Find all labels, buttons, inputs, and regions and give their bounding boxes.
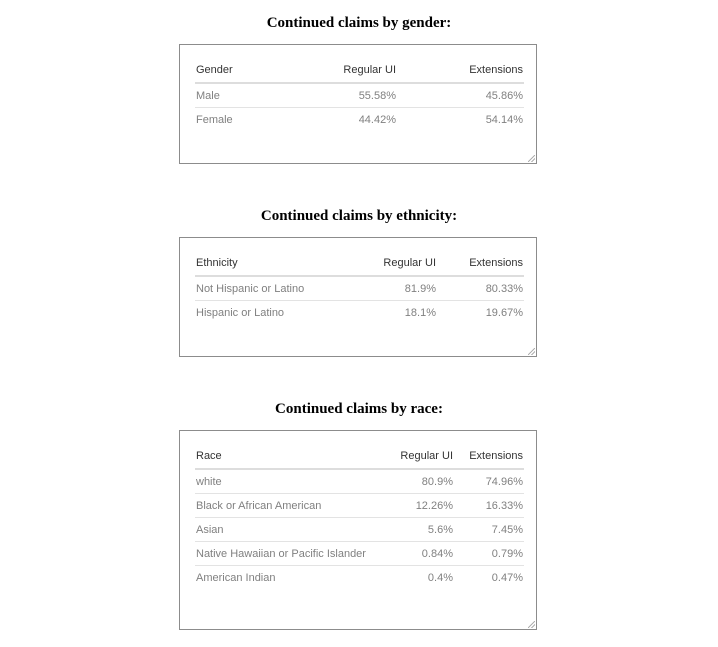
table-row bbox=[195, 542, 524, 566]
extensions-value: 54.14% bbox=[485, 113, 523, 126]
extensions-value: 7.45% bbox=[454, 518, 524, 542]
extensions-value: 45.86% bbox=[397, 83, 524, 108]
gender-section-title: Continued claims by gender: bbox=[266, 15, 452, 31]
table-row bbox=[195, 494, 524, 518]
row-label: white bbox=[195, 469, 387, 494]
column-header-ethnicity: Ethnicity bbox=[195, 251, 355, 276]
row-label: Not Hispanic or Latino bbox=[195, 276, 355, 301]
regular-ui-value: 81.9% bbox=[355, 276, 437, 301]
regular-ui-value: 12.26% bbox=[387, 494, 454, 518]
column-header-extensions: Extensions bbox=[454, 444, 524, 469]
ethnicity-table bbox=[195, 251, 524, 324]
table-row bbox=[195, 566, 524, 590]
regular-ui-value: 44.42% bbox=[358, 113, 396, 126]
race-section-title: Continued claims by race: bbox=[275, 401, 443, 417]
row-label: Asian bbox=[195, 518, 387, 542]
regular-ui-value: 55.58% bbox=[315, 83, 397, 108]
table-row bbox=[195, 276, 524, 301]
gender-table bbox=[195, 58, 524, 131]
resize-grip-icon[interactable] bbox=[528, 155, 535, 162]
race-table-panel bbox=[179, 430, 537, 630]
race-table bbox=[195, 444, 524, 589]
column-header-extensions: Extensions bbox=[397, 58, 524, 83]
regular-ui-value: 0.4% bbox=[427, 571, 453, 584]
extensions-value: 0.79% bbox=[454, 542, 524, 566]
column-header-regular-ui: Regular UI bbox=[315, 58, 397, 83]
row-label: Male bbox=[195, 83, 315, 108]
resize-grip-icon[interactable] bbox=[528, 348, 535, 355]
extensions-value: 74.96% bbox=[454, 469, 524, 494]
table-row bbox=[195, 83, 524, 108]
table-row bbox=[195, 469, 524, 494]
extensions-value: 19.67% bbox=[485, 306, 523, 319]
regular-ui-value: 5.6% bbox=[387, 518, 454, 542]
ethnicity-table-panel bbox=[179, 237, 537, 357]
table-row bbox=[195, 518, 524, 542]
column-header-regular-ui: Regular UI bbox=[355, 251, 437, 276]
table-header-row bbox=[195, 251, 524, 276]
row-label: Black or African American bbox=[195, 494, 387, 518]
extensions-value: 16.33% bbox=[454, 494, 524, 518]
column-header-race: Race bbox=[195, 444, 387, 469]
table-header-row bbox=[195, 58, 524, 83]
table-row bbox=[195, 108, 524, 132]
table-row bbox=[195, 301, 524, 325]
row-label: Hispanic or Latino bbox=[196, 306, 285, 319]
ethnicity-section-title: Continued claims by ethnicity: bbox=[260, 208, 458, 224]
row-label: Native Hawaiian or Pacific Islander bbox=[195, 542, 387, 566]
column-header-extensions: Extensions bbox=[437, 251, 524, 276]
regular-ui-value: 18.1% bbox=[404, 306, 436, 319]
column-header-regular-ui: Regular UI bbox=[387, 444, 454, 469]
column-header-gender: Gender bbox=[195, 58, 315, 83]
row-label: Female bbox=[196, 113, 233, 126]
row-label: American Indian bbox=[196, 571, 276, 584]
extensions-value: 0.47% bbox=[491, 571, 523, 584]
table-header-row bbox=[195, 444, 524, 469]
resize-grip-icon[interactable] bbox=[528, 621, 535, 628]
extensions-value: 80.33% bbox=[437, 276, 524, 301]
regular-ui-value: 0.84% bbox=[387, 542, 454, 566]
regular-ui-value: 80.9% bbox=[387, 469, 454, 494]
gender-table-panel bbox=[179, 44, 537, 164]
